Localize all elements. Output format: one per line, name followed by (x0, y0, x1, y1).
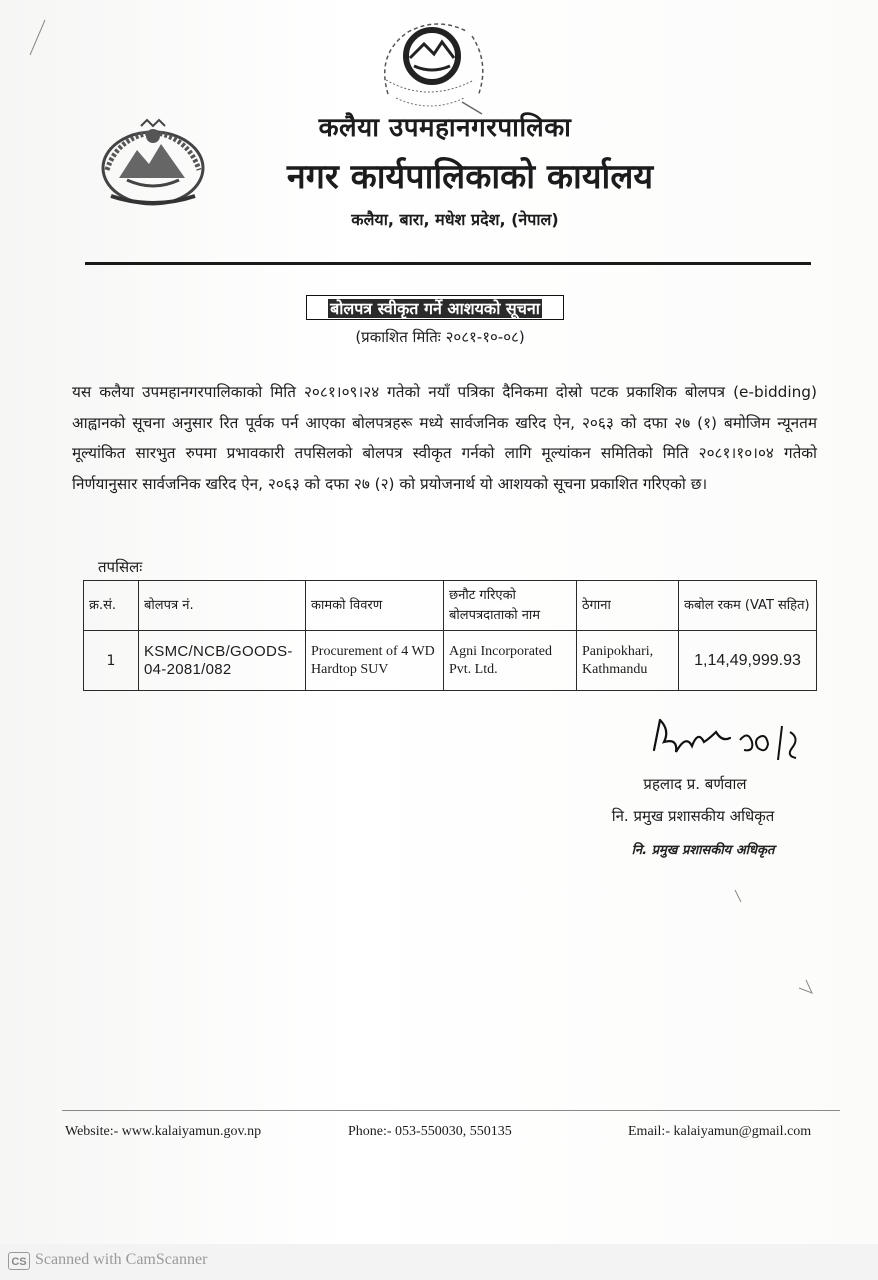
signer-name: प्रहलाद प्र. बर्णवाल (643, 775, 747, 793)
office-name: नगर कार्यपालिकाको कार्यालय (286, 157, 654, 197)
schedule-table (83, 580, 817, 691)
footer-email: Email:- kalaiyamun@gmail.com (628, 1124, 812, 1139)
scanner-watermark-text: Scanned with CamScanner (35, 1251, 208, 1268)
header-divider (85, 262, 811, 265)
cell-bidder: Agni Incorporated Pvt. Ltd. (444, 631, 577, 691)
cell-address: Panipokhari, Kathmandu (577, 631, 679, 691)
header-bid-no: बोलपत्र नं. (139, 581, 306, 631)
municipality-seal-icon (368, 14, 493, 122)
header-sn: क्र.सं. (84, 581, 139, 631)
signer-title: नि. प्रमुख प्रशासकीय अधिकृत (611, 807, 775, 825)
scan-mark (735, 890, 741, 902)
official-stamp: नि. प्रमुख प्रशासकीय अधिकृत (631, 843, 775, 858)
published-date: (प्रकाशित मितिः २०८१-१०-०८) (355, 328, 525, 346)
nepal-emblem-icon (97, 118, 209, 210)
schedule-label: तपसिलः (98, 558, 143, 576)
camscanner-icon: CS (8, 1252, 30, 1270)
footer-website: Website:- www.kalaiyamun.gov.np (65, 1124, 262, 1139)
organization-name: कलैया उपमहानगरपालिका (318, 113, 572, 143)
scan-mark (30, 20, 45, 55)
notice-title-text: बोलपत्र स्वीकृत गर्ने आशयको सूचना (330, 299, 540, 318)
cell-work: Procurement of 4 WD Hardtop SUV (306, 631, 444, 691)
footer-divider (62, 1110, 840, 1111)
scan-mark (799, 980, 812, 993)
notice-title (306, 295, 564, 320)
cell-amount: 1,14,49,999.93 (679, 631, 817, 691)
cell-sn: 1 (84, 631, 139, 691)
cell-bid-no: KSMC/NCB/GOODS-04-2081/082 (139, 631, 306, 691)
header-bidder: छनौट गरिएको बोलपत्रदाताको नाम (444, 581, 577, 631)
footer-phone: Phone:- 053-550030, 550135 (348, 1124, 512, 1139)
notice-body: यस कलैया उपमहानगरपालिकाको मिति २०८१।०९।२४ गतेको नयाँ पत्रिका दैनिकमा दोस्रो पटक प्रकाशिक बोलपत्र (e-bidding) आह्वानको सूचना अनुसार रित पूर्वक पर्न आएका बोलपत्रहरू मध्ये सार्वजनिक खरिद ऐन, २०६३ को दफा २७ (१) बमोजिम न्यूनतम मूल्यांकित सारभुत रुपमा प्रभावकारी तपसिलको बोलपत्र स्वीकृत गर्नको लागि मूल्यांकन समितिको मिति २०८१।१०।०४ गतेको निर्णयानुसार सार्वजनिक खरिद ऐन, २०६३ को दफा २७ (२) को प्रयोजनार्थ यो आशयको सूचना प्रकाशित गरिएको छ। (72, 383, 817, 493)
header-amount: कबोल रकम (VAT सहित) (679, 581, 817, 631)
handwritten-signature (640, 712, 810, 767)
table-row (84, 631, 817, 691)
table-header-row (84, 581, 817, 631)
header-work: कामको विवरण (306, 581, 444, 631)
office-address: कलैया, बारा, मधेश प्रदेश, (नेपाल) (351, 210, 559, 229)
header-address: ठेगाना (577, 581, 679, 631)
